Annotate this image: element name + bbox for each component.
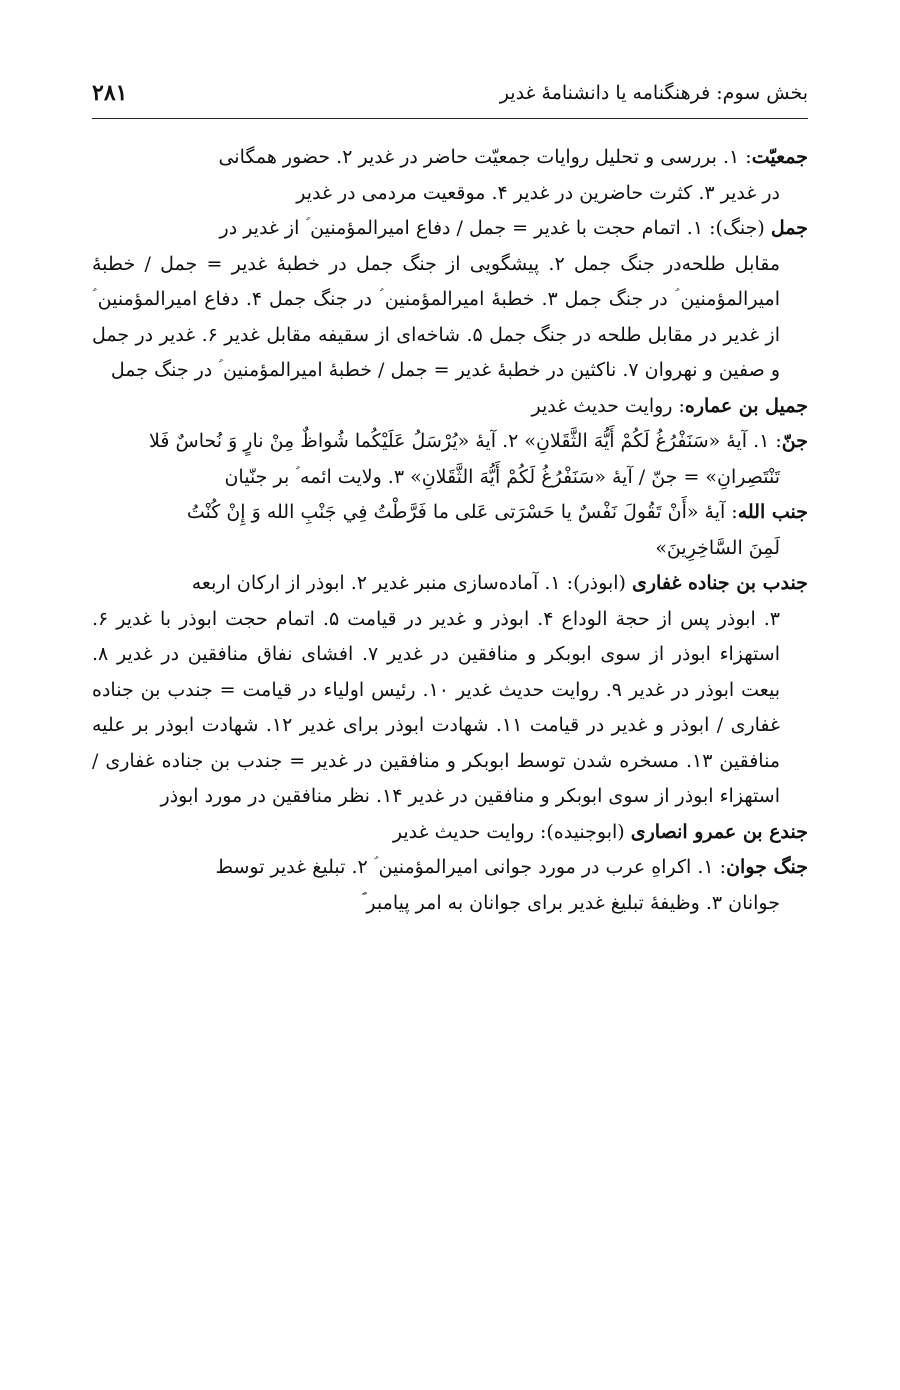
entry-text: : ۱. اتمام حجت با غدیر = جمل / دفاع امیرالمؤمنین ؑ از غدیر در xyxy=(219,217,716,239)
entry-text: : ۱. اکراهِ عرب در مورد جوانی امیرالمؤمنین ؑ ۲. تبلیغ غدیر توسط xyxy=(215,856,727,878)
entry-continuation: مقابل طلحه‌در جنگ جمل ۲. پیشگویی از جنگ جمل در خطبۀ غدیر = جمل / خطبۀ امیرالمؤمنین ؑ در جنگ جمل ۳. خطبۀ امیرالمؤمنین ؑ در جنگ جمل ۴. دفاع امیرالمؤمنین ؑ از غدیر در مقابل طلحه در جنگ جمل ۵. شاخه‌ای از سقیفه مقابل غدیر ۶. غدیر در جمل و صفین و نهروان ۷. ناکثین در خطبۀ غدیر = جمل / خطبۀ امیرالمؤمنین ؑ در جنگ جمل xyxy=(92,252,781,381)
entry-note: (ابوجنیده) xyxy=(546,820,631,843)
entry xyxy=(92,140,808,211)
entry-list xyxy=(92,140,808,921)
page-number: ۲۸۱ xyxy=(92,80,128,106)
entry-text: : ۱. آیۀ «سَنَفْرُغُ لَكُمْ أَيُّهَ الثَّقَلانِ» ۲. آیۀ «يُرْسَلُ عَلَيْكُما شُواظٌ مِنْ نارٍ وَ نُحاسٌ فَلا xyxy=(149,430,782,452)
entry-continuation: تَنْتَصِرانِ» = جنّ / آیۀ «سَنَفْرُغُ لَكُمْ أَيُّهَ الثَّقَلانِ» ۳. ولایت ائمه ؑ بر جنّیان xyxy=(224,465,780,488)
entry-text: : روایت حدیث غدیر xyxy=(531,394,685,417)
entry-continuation: لَمِنَ السَّاخِرِينَ» xyxy=(655,536,780,559)
entry-note: (ابوذر) xyxy=(573,572,632,594)
entry-term: جندب بن جناده غفاری xyxy=(631,572,808,594)
entry-continuation: در غدیر ۳. کثرت حاضرین در غدیر ۴. موقعیت مردمی در غدیر xyxy=(296,181,780,204)
entry-text: : ۱. آماده‌سازی منبر غدیر ۲. ابوذر از ارکان اربعه xyxy=(191,572,574,594)
entry xyxy=(92,850,808,921)
entry-term: جمعیّت xyxy=(751,146,808,168)
page-header xyxy=(92,68,808,119)
entry-term: جنب الله xyxy=(737,501,808,523)
running-title: بخش سوم: فرهنگنامه یا دانشنامۀ غدیر xyxy=(499,82,808,104)
entry-term: جنّ xyxy=(781,430,808,452)
entry xyxy=(92,424,808,495)
entry-continuation: ۳. ابوذر پس از حجة الوداع ۴. ابوذر و غدیر در قیامت ۵. اتمام حجت ابوذر با غدیر ۶. استهزاء ابوذر از سوی ابوبکر و منافقین در غدیر ۷. افشای نفاق منافقین در غدیر ۸. بیعت ابوذر در غدیر ۹. روایت حدیث غدیر ۱۰. رئیس اولیاء در قیامت = جندب بن جناده غفاری / ابوذر و غدیر در قیامت ۱۱. شهادت ابوذر برای غدیر ۱۲. شهادت ابوذر بر علیه منافقین ۱۳. مسخره شدن توسط ابوبکر و منافقین در غدیر = جندب بن جناده غفاری /استهزاء ابوذر از سوی ابوبکر و منافقین در غدیر ۱۴. نظر منافقین در مورد ابوذر xyxy=(92,607,781,807)
entry-term: جمیل بن عماره xyxy=(684,394,808,417)
entry-term: جندع بن عمرو انصاری xyxy=(630,820,808,843)
entry xyxy=(92,566,808,815)
entry xyxy=(92,211,808,389)
entry-text: : روایت حدیث غدیر xyxy=(392,820,547,843)
entry-text: : آیۀ «أَنْ تَقُولَ نَفْسٌ يا حَسْرَتى عَلى ما فَرَّطْتُ فِي جَنْبِ الله وَ إِنْ كُنْتُ xyxy=(186,501,738,523)
entry xyxy=(92,389,808,425)
entry-continuation: جوانان ۳. وظیفۀ تبلیغ غدیر برای جوانان به امر پیامبر ؐ xyxy=(361,891,780,914)
entry-text: : ۱. بررسی و تحلیل روایات جمعیّت حاضر در غدیر ۲. حضور همگانی xyxy=(218,146,752,168)
entry xyxy=(92,815,808,851)
entry-term: جنگ جوان xyxy=(726,856,808,878)
entry-term: جمل xyxy=(770,217,808,239)
entry-note: (جنگ) xyxy=(715,217,771,239)
entry xyxy=(92,495,808,566)
